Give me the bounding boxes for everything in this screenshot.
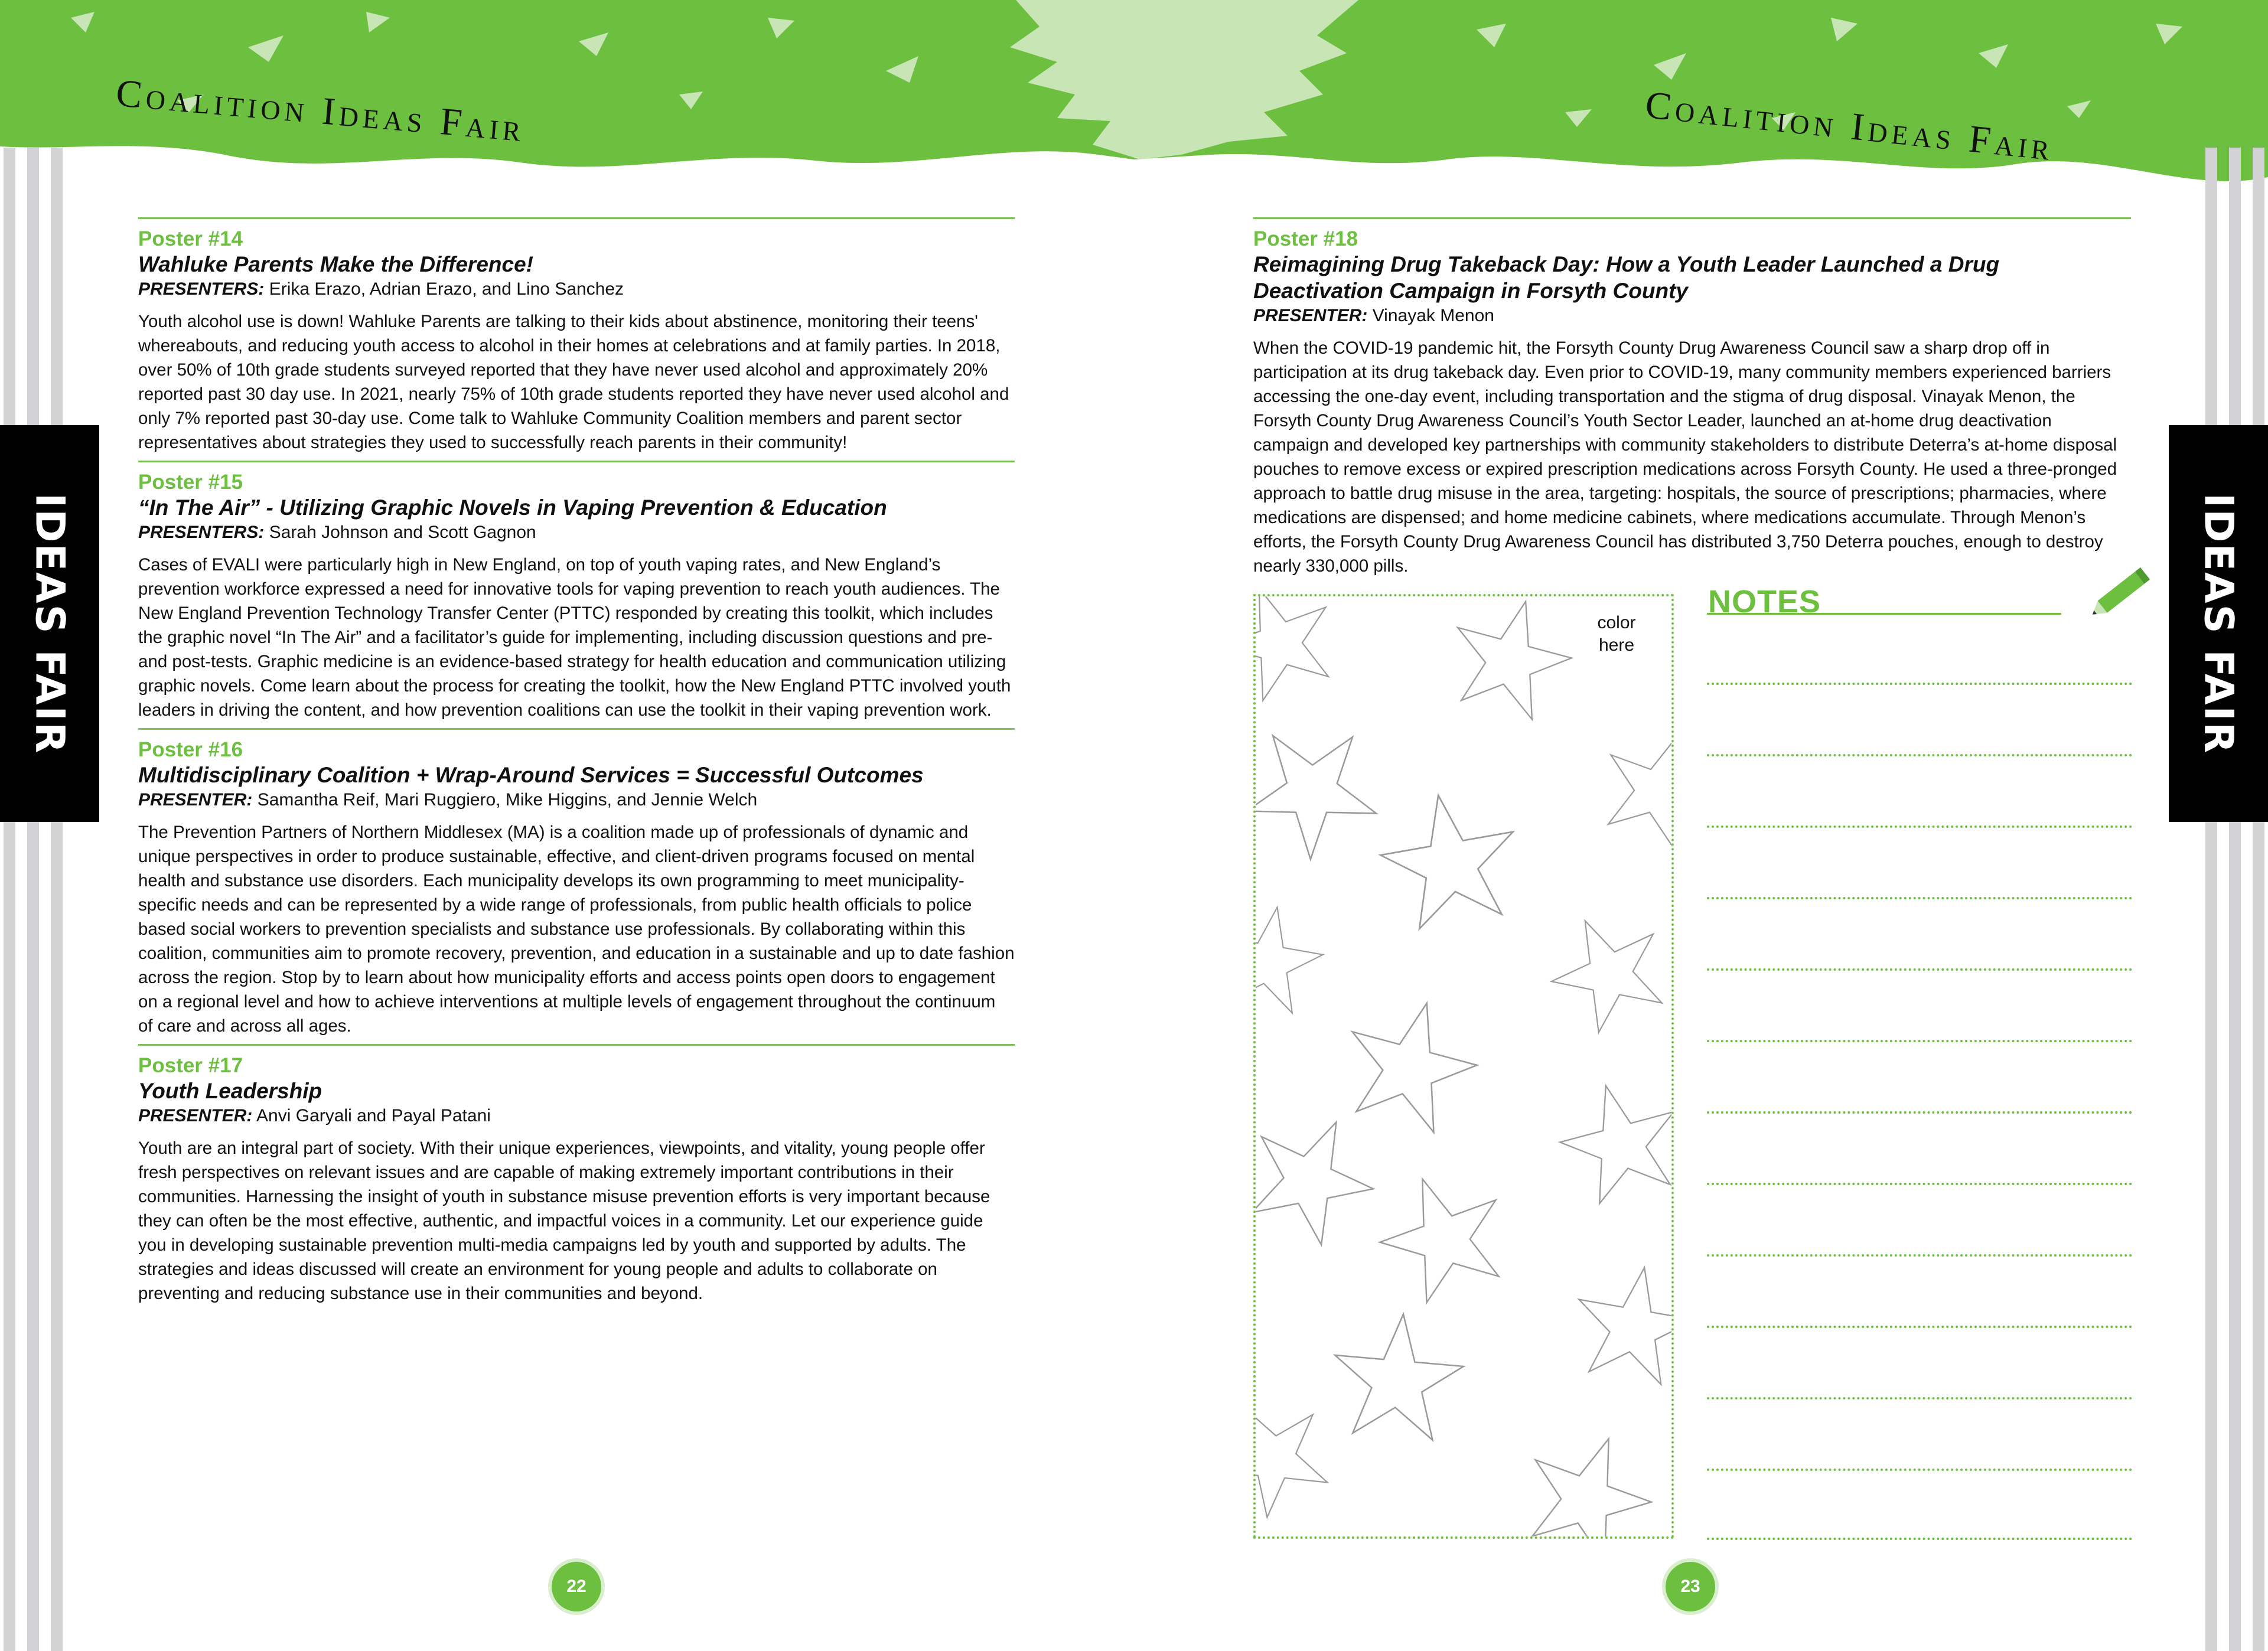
poster-title: Multidisciplinary Coalition + Wrap-Around Services = Successful Outcomes	[138, 763, 924, 787]
right-stripes	[2185, 148, 2268, 1651]
presenters-label: PRESENTERS:	[138, 523, 265, 542]
poster-title: “In The Air” - Utilizing Graphic Novels in Vaping Prevention & Education	[138, 495, 887, 520]
presenters-names: Sarah Johnson and Scott Gagnon	[264, 523, 536, 542]
poster-number: Poster #15	[138, 471, 243, 494]
poster-entry	[138, 728, 1015, 1038]
notes-line[interactable]	[1707, 1397, 2132, 1399]
right-page-content	[1253, 217, 2131, 584]
presenters-names: Samantha Reif, Mari Ruggiero, Mike Higgins, and Jennie Welch	[252, 790, 758, 810]
presenters-names: Erika Erazo, Adrian Erazo, and Lino Sanchez	[264, 279, 624, 299]
pencil-icon	[2085, 561, 2162, 620]
side-tab-left-label: IDEAS FAIR	[26, 492, 73, 755]
poster-number: Poster #17	[138, 1054, 243, 1077]
color-here-label: color here	[1597, 613, 1636, 655]
coloring-box[interactable]	[1253, 594, 1674, 1539]
presenters-label: PRESENTER:	[1253, 306, 1368, 325]
side-tab-right-label: IDEAS FAIR	[2195, 492, 2242, 755]
side-tab-right	[2169, 425, 2268, 822]
poster-presenters	[1253, 304, 2131, 328]
side-tab-left	[0, 425, 99, 822]
notes-line[interactable]	[1707, 683, 2132, 685]
notes-line[interactable]	[1707, 1183, 2132, 1185]
poster-description: Youth alcohol use is down! Wahluke Parents are talking to their kids about abstinence, monitoring their teens' whereabouts, and reducing youth access to alcohol in their homes at celebrations and at family parties. In 2018, over 50% of 10th grade students surveyed reported that they have never used alcohol and approximately 20% reported past 30 day use. In 2021, nearly 75% of 10th grade students reported they have never used alcohol and only 7% reported past 30-day use. Come talk to Wahluke Community Coalition members and parent sector representatives about strategies they used to successfully reach parents in their community!	[138, 312, 1009, 452]
star-pattern-icon	[1256, 596, 1674, 1539]
page-number-right: 23	[1666, 1562, 1715, 1611]
left-page-content	[138, 217, 1015, 1311]
presenters-label: PRESENTERS:	[138, 279, 265, 299]
poster-presenters	[138, 1104, 1015, 1128]
poster-entry	[138, 1044, 1015, 1306]
poster-entry	[138, 461, 1015, 722]
poster-entry	[138, 217, 1015, 455]
presenters-names: Anvi Garyali and Payal Patani	[252, 1106, 491, 1125]
poster-number: Poster #14	[138, 227, 243, 250]
poster-number: Poster #18	[1253, 227, 1358, 250]
notes-heading-line	[1707, 613, 2061, 615]
notes-line[interactable]	[1707, 1254, 2132, 1257]
poster-description: When the COVID-19 pandemic hit, the Forsyth County Drug Awareness Council saw a sharp drop off in participation at its drug takeback day. Even prior to COVID-19, many community members experienced barriers accessing the one-day event, including transportation and the stigma of drug disposal. Vinayak Menon, the Forsyth County Drug Awareness Council’s Youth Sector Leader, launched an at-home drug deactivation campaign and developed key partnerships with community stakeholders to distribute Deterra’s at-home disposal pouches to remove excess or expired prescription medications across Forsyth County. He used a three-pronged approach to battle drug misuse in the area, targeting: hospitals, the source of prescriptions; pharmacies, where medications are dispensed; and home medicine cabinets, where medications accumulate. Through Menon’s efforts, the Forsyth County Drug Awareness Council has distributed 3,750 Deterra pouches, enough to destroy nearly 330,000 pills.	[1253, 338, 2117, 576]
poster-title: Reimagining Drug Takeback Day: How a Youth Leader Launched a Drug Deactivation Campaign in Forsyth County	[1253, 252, 2000, 303]
notes-line[interactable]	[1707, 1040, 2132, 1042]
poster-title: Wahluke Parents Make the Difference!	[138, 252, 533, 276]
notes-line[interactable]	[1707, 1326, 2132, 1328]
left-stripes	[0, 148, 83, 1651]
presenters-names: Vinayak Menon	[1367, 306, 1494, 325]
presenters-label: PRESENTER:	[138, 1106, 253, 1125]
poster-entry	[1253, 217, 2131, 578]
poster-presenters	[138, 788, 1015, 812]
notes-line[interactable]	[1707, 1469, 2132, 1471]
poster-presenters	[138, 278, 1015, 301]
notes-line[interactable]	[1707, 1538, 2132, 1540]
poster-presenters	[138, 521, 1015, 544]
page-number-left: 22	[552, 1562, 601, 1611]
notes-line[interactable]	[1707, 897, 2132, 899]
notes-line[interactable]	[1707, 754, 2132, 756]
poster-number: Poster #16	[138, 738, 243, 761]
presenters-label: PRESENTER:	[138, 790, 253, 810]
header-title-left: Coalition Ideas Fair	[114, 71, 527, 151]
notes-line[interactable]	[1707, 1111, 2132, 1114]
header-title-right: Coalition Ideas Fair	[1643, 83, 2056, 169]
poster-description: Cases of EVALI were particularly high in New England, on top of youth vaping rates, and New England’s prevention workforce expressed a need for innovative tools for vaping prevention to reach youth audiences. The New England Prevention Technology Transfer Center (PTTC) responded by creating this toolkit, which includes the graphic novel “In The Air” and a facilitator’s guide for implementing, including discussion questions and pre- and post-tests. Graphic medicine is an evidence-based strategy for health education and communication utilizing graphic novels. Come learn about the process for creating the toolkit, how the New England PTTC involved youth leaders in driving the content, and how prevention coalitions can use the toolkit in their vaping prevention work.	[138, 555, 1011, 720]
notes-title: NOTES	[1708, 584, 1821, 619]
notes-line[interactable]	[1707, 968, 2132, 971]
poster-description: The Prevention Partners of Northern Middlesex (MA) is a coalition made up of professionals of dynamic and unique perspectives in order to produce sustainable, effective, and client-driven programs focused on mental health and substance use disorders. Each municipality develops its own programming to meet municipality-specific needs and can be represented by a wide range of professionals, from public health officials to police based social workers to prevention specialists and substance use professionals. By collaborating within this coalition, communities aim to promote recovery, prevention, and education in a sustainable and up to date fashion across the region. Stop by to learn about how municipality efforts and access points open doors to engagement on a regional level and how to achieve interventions at multiple levels of engagement throughout the continuum of care and across all ages.	[138, 823, 1015, 1036]
poster-description: Youth are an integral part of society. With their unique experiences, viewpoints, and vitality, young people offer fresh perspectives on relevant issues and are capable of making extremely important contributions in their communities. Harnessing the insight of youth in substance misuse prevention efforts is very important because they can often be the most effective, authentic, and impactful voices in a community. Let our experience guide you in developing sustainable prevention multi-media campaigns led by youth and supported by adults. The strategies and ideas discussed will create an environment for young people and adults to collaborate on preventing and reducing substance use in their communities and beyond.	[138, 1138, 990, 1303]
poster-title: Youth Leadership	[138, 1079, 322, 1103]
notes-line[interactable]	[1707, 826, 2132, 828]
